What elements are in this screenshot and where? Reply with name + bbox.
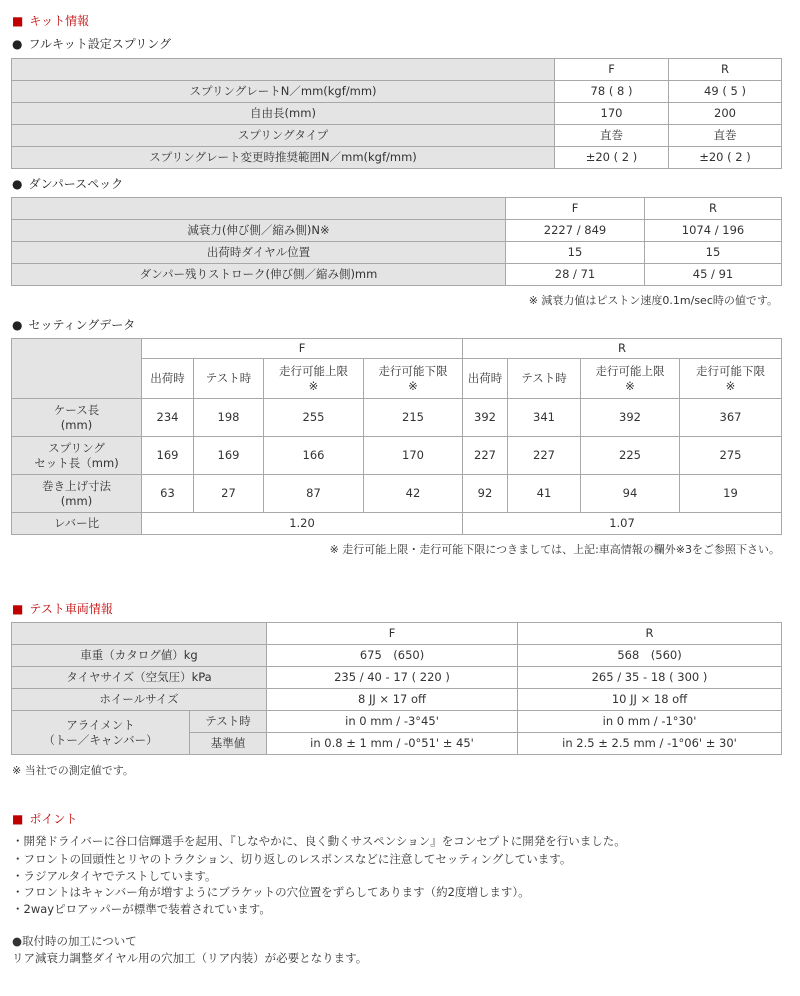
row-label: 減衰力(伸び側／縮み側)N※ <box>12 220 506 242</box>
bullet-icon: ● <box>12 37 23 51</box>
spring-table <box>11 58 782 169</box>
sub-header-r-shipping: 出荷時 <box>463 359 508 399</box>
table-header-row <box>12 623 782 645</box>
row-label: 自由長(mm) <box>12 103 555 125</box>
points-heading-text: ポイント <box>29 812 78 826</box>
value-cell: 341 <box>508 399 581 437</box>
install-note-title: ●取付時の加工について <box>12 934 137 948</box>
row-label: スプリングレートN／mm(kgf/mm) <box>12 81 555 103</box>
red-square-bullet-icon: ■ <box>12 812 24 826</box>
lever-ratio-r: 1.07 <box>463 513 782 535</box>
row-label: スプリングタイプ <box>12 125 555 147</box>
alignment-test-row <box>12 711 782 733</box>
alignment-test-label: テスト時 <box>190 711 267 733</box>
value-f: 直巻 <box>555 125 669 147</box>
row-label: スプリングレート変更時推奨範囲N／mm(kgf/mm) <box>12 147 555 169</box>
point-item: ・2wayピロアッパーが標準で装着されています。 <box>12 902 271 916</box>
sub-header-r-test: テスト時 <box>508 359 581 399</box>
alignment-standard-label: 基準値 <box>190 733 267 755</box>
value-cell: 94 <box>581 475 680 513</box>
setting-table <box>11 338 782 535</box>
kit-section-heading <box>12 12 89 29</box>
value-r: 直巻 <box>669 125 782 147</box>
table-row <box>12 437 782 475</box>
value-cell: 41 <box>508 475 581 513</box>
value-cell: 87 <box>264 475 364 513</box>
value-cell: 27 <box>194 475 264 513</box>
table-row <box>12 103 782 125</box>
sub-header-r-lower-limit: 走行可能下限 ※ <box>680 359 782 399</box>
point-item: ・ラジアルタイヤでテストしています。 <box>12 869 217 883</box>
value-cell: 166 <box>264 437 364 475</box>
table-row <box>12 399 782 437</box>
value-f: in 0 mm / -3°45' <box>267 711 518 733</box>
group-header-r: R <box>463 339 782 359</box>
setting-note: ※ 走行可能上限・走行可能下限につきましては、上記:車高情報の欄外※3をご参照下さい。 <box>329 543 780 556</box>
value-cell: 367 <box>680 399 782 437</box>
test-car-heading-text: テスト車両情報 <box>29 602 113 616</box>
column-header-r: R <box>518 623 782 645</box>
column-header-f: F <box>267 623 518 645</box>
column-header-r: R <box>645 198 782 220</box>
row-label: 出荷時ダイヤル位置 <box>12 242 506 264</box>
lever-ratio-row <box>12 513 782 535</box>
value-f: 8 JJ × 17 off <box>267 689 518 711</box>
table-row <box>12 264 782 286</box>
value-f: 170 <box>555 103 669 125</box>
point-item: ・フロントの回頭性とリヤのトラクション、切り返しのレスポンスなどに注意してセッティングしています。 <box>12 852 572 866</box>
point-item: ・フロントはキャンバー角が増すようにブラケットの穴位置をずらしてあります（約2度増します）。 <box>12 885 530 899</box>
value-cell: 275 <box>680 437 782 475</box>
corner-cell <box>12 59 555 81</box>
sub-header-f-shipping: 出荷時 <box>142 359 194 399</box>
table-row <box>12 242 782 264</box>
corner-cell <box>12 339 142 399</box>
spring-subheading: ● フルキット設定スプリング <box>12 37 172 51</box>
damper-subheading: ● ダンパースペック <box>12 177 124 191</box>
kit-heading-text: キット情報 <box>29 14 90 28</box>
table-header-row <box>12 198 782 220</box>
value-cell: 215 <box>364 399 463 437</box>
setting-subheading: ● セッティングデータ <box>12 318 136 332</box>
sub-header-f-test: テスト時 <box>194 359 264 399</box>
value-f: 2227 / 849 <box>506 220 645 242</box>
test-car-note: ※ 当社での測定値です。 <box>12 764 134 777</box>
group-header-f: F <box>142 339 463 359</box>
damper-note: ※ 減衰力値はピストン速度0.1m/sec時の値です。 <box>528 294 778 307</box>
value-cell: 227 <box>508 437 581 475</box>
table-row <box>12 645 782 667</box>
value-cell: 198 <box>194 399 264 437</box>
row-label: タイヤサイズ（空気圧）kPa <box>12 667 267 689</box>
value-cell: 169 <box>142 437 194 475</box>
row-label: ダンパー残りストローク(伸び側／縮み側)mm <box>12 264 506 286</box>
row-label: レバー比 <box>12 513 142 535</box>
row-label: ケース長 (mm) <box>12 399 142 437</box>
value-r: 15 <box>645 242 782 264</box>
row-label: スプリング セット長（mm) <box>12 437 142 475</box>
value-r: 49 ( 5 ) <box>669 81 782 103</box>
table-row <box>12 475 782 513</box>
red-square-bullet-icon: ■ <box>12 602 24 616</box>
value-r: 265 / 35 - 18 ( 300 ) <box>518 667 782 689</box>
column-header-f: F <box>506 198 645 220</box>
value-f: ±20 ( 2 ) <box>555 147 669 169</box>
column-header-f: F <box>555 59 669 81</box>
bullet-icon: ● <box>12 318 23 332</box>
value-cell: 392 <box>581 399 680 437</box>
alignment-label: アライメント （トー／キャンバー） <box>12 711 190 755</box>
value-r: in 2.5 ± 2.5 mm / -1°06' ± 30' <box>518 733 782 755</box>
lever-ratio-f: 1.20 <box>142 513 463 535</box>
group-header-row <box>12 339 782 359</box>
table-row <box>12 81 782 103</box>
value-f: in 0.8 ± 1 mm / -0°51' ± 45' <box>267 733 518 755</box>
value-cell: 92 <box>463 475 508 513</box>
test-car-section-heading <box>12 600 113 617</box>
red-square-bullet-icon: ■ <box>12 14 24 28</box>
table-row <box>12 689 782 711</box>
points-section-heading <box>12 810 77 827</box>
value-f: 235 / 40 - 17 ( 220 ) <box>267 667 518 689</box>
value-f: 675 (650) <box>267 645 518 667</box>
row-label: ホイールサイズ <box>12 689 267 711</box>
bullet-icon: ● <box>12 177 23 191</box>
table-header-row <box>12 59 782 81</box>
value-cell: 169 <box>194 437 264 475</box>
value-r: 10 JJ × 18 off <box>518 689 782 711</box>
row-label: 車重（カタログ値）kg <box>12 645 267 667</box>
table-row <box>12 667 782 689</box>
value-cell: 225 <box>581 437 680 475</box>
table-row <box>12 220 782 242</box>
row-label: 巻き上げ寸法 (mm) <box>12 475 142 513</box>
value-f: 28 / 71 <box>506 264 645 286</box>
value-cell: 63 <box>142 475 194 513</box>
sub-header-f-lower-limit: 走行可能下限 ※ <box>364 359 463 399</box>
table-row <box>12 147 782 169</box>
value-cell: 392 <box>463 399 508 437</box>
damper-table <box>11 197 782 286</box>
value-r: 1074 / 196 <box>645 220 782 242</box>
value-r: in 0 mm / -1°30' <box>518 711 782 733</box>
value-r: 200 <box>669 103 782 125</box>
value-f: 15 <box>506 242 645 264</box>
value-r: 568 (560) <box>518 645 782 667</box>
test-car-table <box>11 622 782 755</box>
install-note-text: リア減衰力調整ダイヤル用の穴加工（リア内装）が必要となります。 <box>12 951 368 965</box>
value-r: 45 / 91 <box>645 264 782 286</box>
value-cell: 42 <box>364 475 463 513</box>
value-cell: 255 <box>264 399 364 437</box>
table-row <box>12 125 782 147</box>
value-cell: 227 <box>463 437 508 475</box>
point-item: ・開発ドライバーに谷口信輝選手を起用、『しなやかに、良く動くサスペンション』をコンセプトに開発を行いました。 <box>12 834 626 848</box>
value-cell: 234 <box>142 399 194 437</box>
value-r: ±20 ( 2 ) <box>669 147 782 169</box>
sub-header-r-upper-limit: 走行可能上限 ※ <box>581 359 680 399</box>
value-cell: 170 <box>364 437 463 475</box>
corner-cell <box>12 198 506 220</box>
value-f: 78 ( 8 ) <box>555 81 669 103</box>
value-cell: 19 <box>680 475 782 513</box>
corner-cell <box>12 623 267 645</box>
sub-header-f-upper-limit: 走行可能上限 ※ <box>264 359 364 399</box>
column-header-r: R <box>669 59 782 81</box>
